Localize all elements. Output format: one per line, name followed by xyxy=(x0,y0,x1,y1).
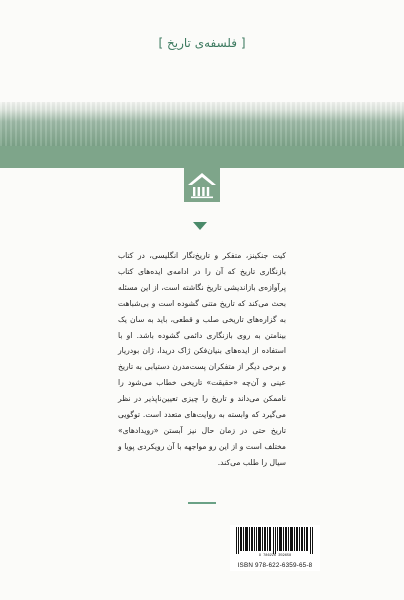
decorative-green-band xyxy=(0,102,404,146)
barcode-block xyxy=(230,525,320,571)
publisher-logo-icon xyxy=(184,166,220,202)
back-cover-blurb xyxy=(118,248,286,471)
blurb-end-divider xyxy=(188,502,216,504)
blurb-paragraph: کیت جنکینز، متفکر و تاریخ‌نگار انگلیسی، در کتاب بازنگاری تاریخ که آن را در ادامه‌ی ایده‌های کتاب پرآوازه‌ی بازاندیشی تاریخ نگاشته است، از این مسئله بحث می‌کند که تاریخ متنی گشوده است و بی‌شباهت به گزاره‌های تاریخی صلب و قطعی، باید به سان یک بینامتن به روی بازنگاری دائمی گشوده باشد. او با استفاده از ایده‌های بنیان‌فکن ژاک دریدا، ژان بودریار و برخی دیگر از متفکران پست‌مدرن دستیابی به تاریخ عینی و آن‌چه «حقیقت» تاریخی خطاب می‌شود را ناممکن می‌داند و تاریخ را چیزی تعیین‌ناپذیر در نظر می‌گیرد که وابسته به روایت‌های متعدد است. توگویی تاریخ حتی در زمان حال نیز آبستن «رویدادهای» مختلف است و از این رو مواجهه با آن رویکردی پویا و سیال را طلب می‌کند. xyxy=(118,251,286,467)
series-title: [ فلسفه‌ی تاریخ ] xyxy=(158,36,246,50)
down-triangle-icon xyxy=(193,222,207,230)
decorative-green-strip xyxy=(0,146,404,168)
isbn-number: ISBN 978-622-6359-65-8 xyxy=(237,562,313,569)
barcode-icon xyxy=(230,525,320,555)
barcode-digits: 9 786226 359658 xyxy=(258,554,292,558)
